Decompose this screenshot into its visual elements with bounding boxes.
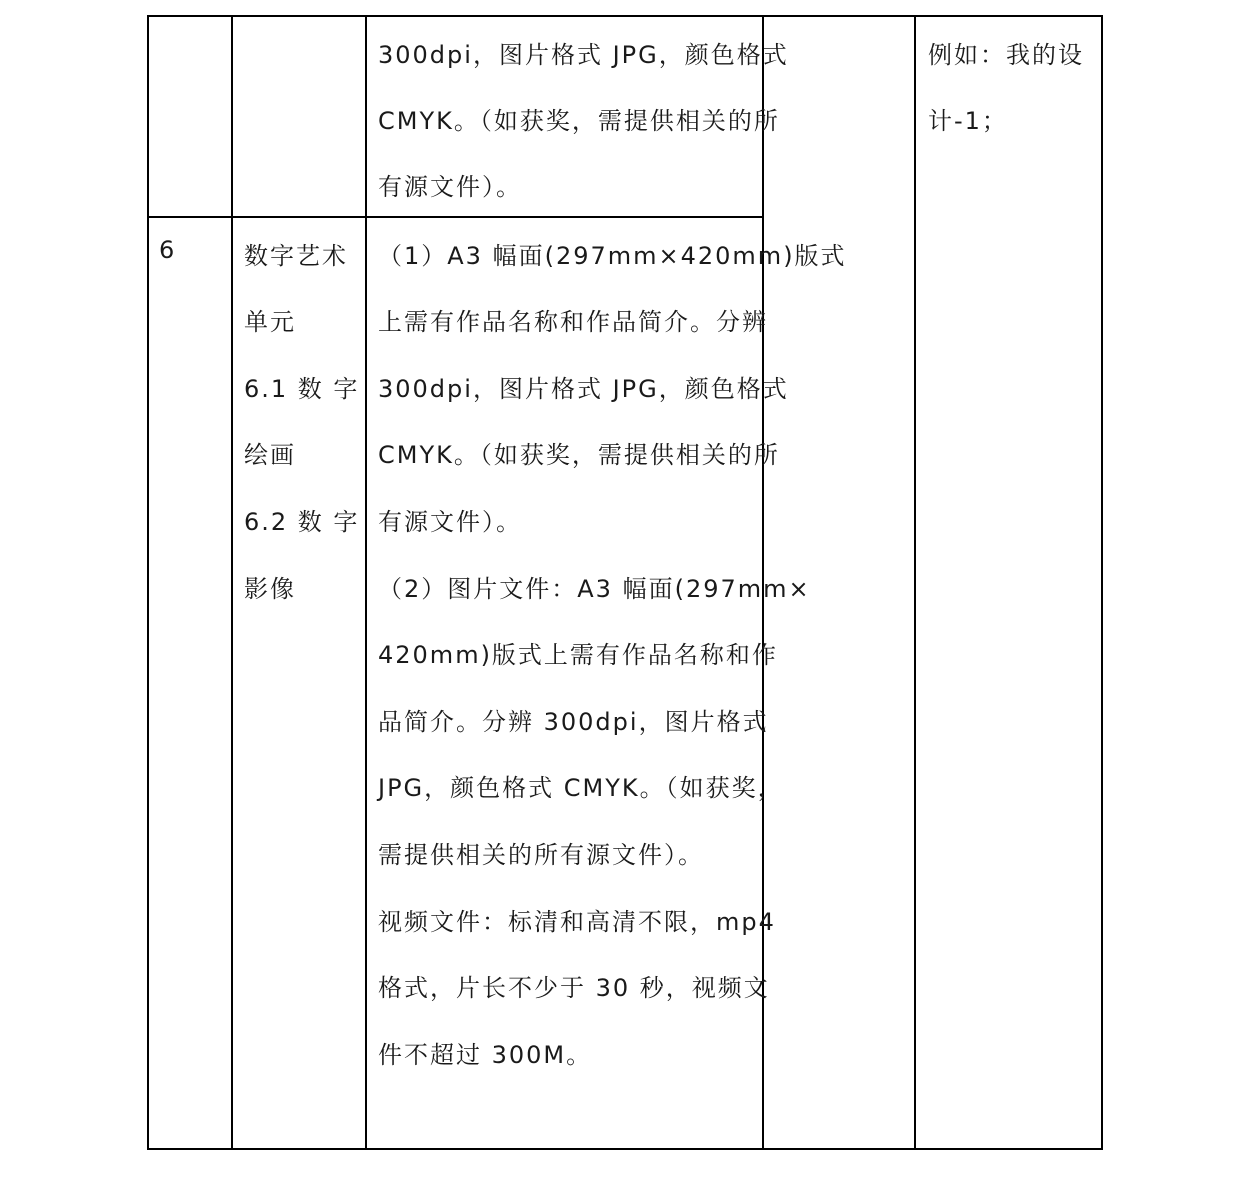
- requirement-line: （1）A3 幅面(297mm×420mm)版式: [378, 242, 847, 270]
- naming-note-line: 计-1；: [928, 107, 1008, 135]
- requirement-line: 视频文件：标清和高清不限，mp4: [378, 908, 776, 936]
- category-line: 6.1 数 字: [244, 375, 360, 403]
- column-border: [914, 17, 916, 1148]
- requirement-line: 需提供相关的所有源文件）。: [378, 841, 704, 869]
- requirement-line: 上需有作品名称和作品简介。分辨: [378, 308, 768, 336]
- row-border: [149, 216, 764, 218]
- requirement-line: 件不超过 300M。: [378, 1041, 593, 1069]
- requirement-line: CMYK。（如获奖，需提供相关的所: [378, 107, 780, 135]
- requirement-line: 品简介。分辨 300dpi，图片格式: [378, 708, 769, 736]
- requirement-line: 格式，片长不少于 30 秒，视频文: [378, 974, 770, 1002]
- requirement-line: 有源文件）。: [378, 173, 522, 201]
- requirement-line: （2）图片文件：A3 幅面(297mm×: [378, 575, 811, 603]
- requirement-line: 300dpi，图片格式 JPG，颜色格式: [378, 41, 789, 69]
- category-line: 6.2 数 字: [244, 508, 360, 536]
- row-number: 6: [159, 236, 177, 264]
- requirement-line: CMYK。（如获奖，需提供相关的所: [378, 441, 780, 469]
- category-line: 数字艺术: [244, 242, 348, 270]
- category-line: 绘画: [244, 441, 296, 469]
- requirement-line: JPG，颜色格式 CMYK。（如获奖，: [378, 774, 784, 802]
- category-line: 影像: [244, 575, 296, 603]
- column-border: [231, 17, 233, 1148]
- requirement-line: 420mm)版式上需有作品名称和作: [378, 641, 778, 669]
- naming-note-line: 例如：我的设: [928, 41, 1084, 69]
- requirements-table: [147, 15, 1103, 1150]
- requirement-line: 有源文件）。: [378, 508, 522, 536]
- category-line: 单元: [244, 308, 296, 336]
- column-border: [365, 17, 367, 1148]
- requirement-line: 300dpi，图片格式 JPG，颜色格式: [378, 375, 789, 403]
